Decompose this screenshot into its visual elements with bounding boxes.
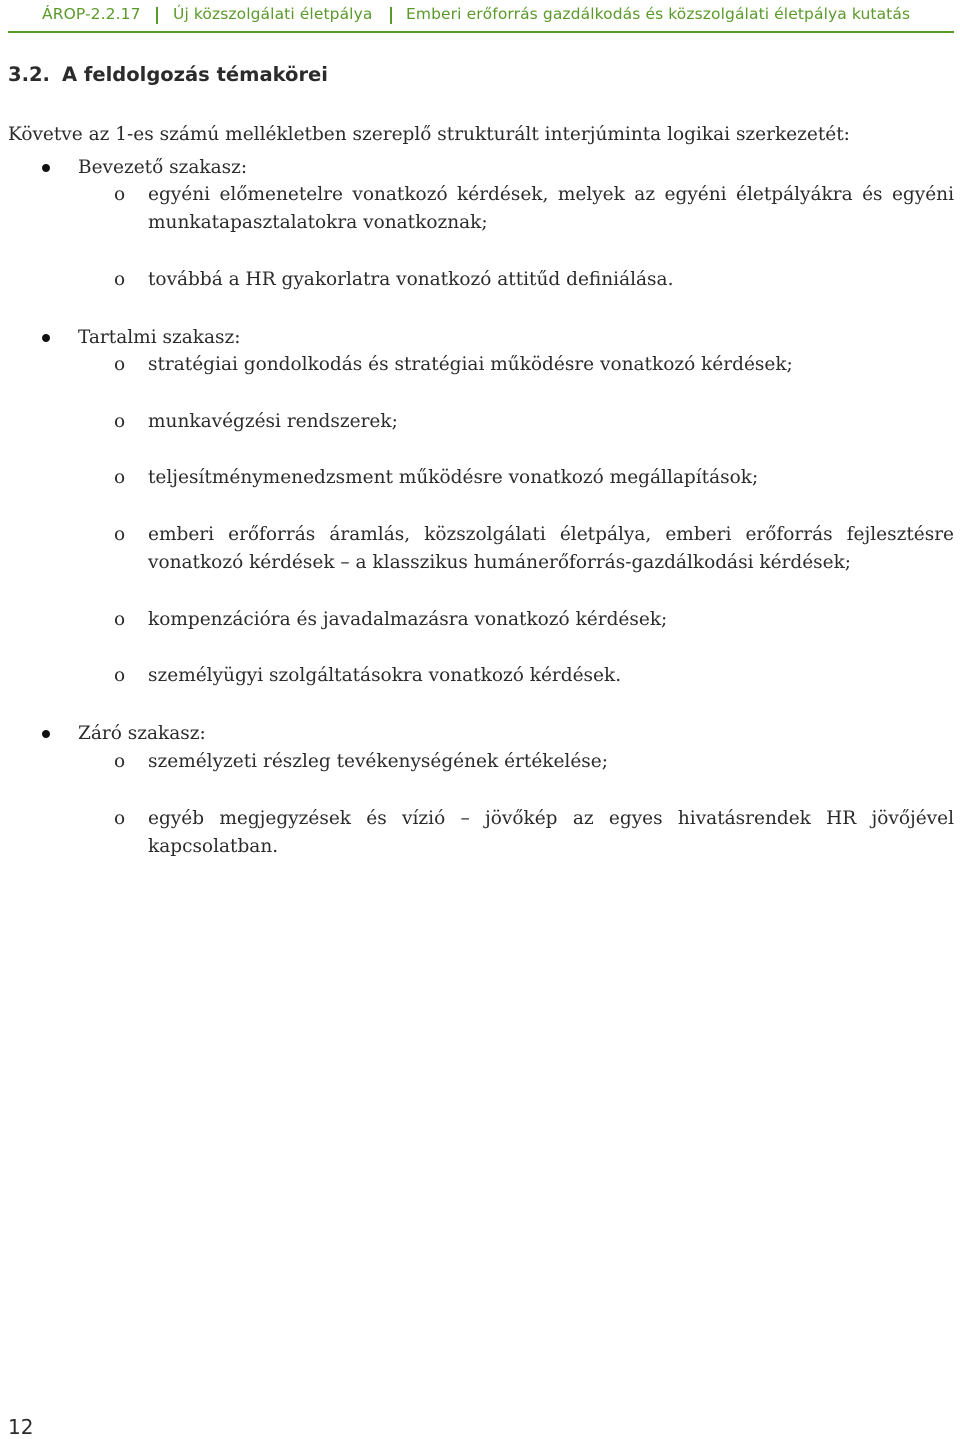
stage-label: Záró szakasz: <box>78 723 206 744</box>
page-header <box>0 0 960 32</box>
sub-bullet-icon: o <box>114 665 126 686</box>
list-item: egyéni előmenetelre vonatkozó kérdések, melyek az egyéni életpályákra és egyéni munkatapasztalatokra vonatkoznak; <box>148 184 954 233</box>
header-separator <box>156 7 158 24</box>
header-rule <box>8 31 954 33</box>
list-item: kompenzációra és javadalmazásra vonatkozó kérdések; <box>148 609 668 630</box>
sub-bullet-icon: o <box>114 467 126 488</box>
list-item: emberi erőforrás áramlás, közszolgálati életpálya, emberi erőforrás fejlesztésre vonatkozó kérdések – a klasszikus humánerőforrás-gazdálkodási kérdések; <box>148 524 954 573</box>
stage-label: Bevezető szakasz: <box>78 157 248 178</box>
list-item: stratégiai gondolkodás és stratégiai működésre vonatkozó kérdések; <box>148 354 793 375</box>
section-title-text: A feldolgozás témakörei <box>62 63 328 86</box>
page-number: 12 <box>8 1415 34 1439</box>
stage-label: Tartalmi szakasz: <box>78 327 241 348</box>
list-item: teljesítménymenedzsment működésre vonatkozó megállapítások; <box>148 467 759 488</box>
section-number: 3.2. <box>8 63 50 86</box>
list-item: személyügyi szolgáltatásokra vonatkozó kérdések. <box>148 665 622 686</box>
header-separator <box>390 7 392 24</box>
sub-bullet-icon: o <box>114 354 126 375</box>
sub-bullet-icon: o <box>114 184 126 205</box>
sub-bullet-icon: o <box>114 808 126 829</box>
bullet-icon <box>42 730 50 738</box>
intro-text: Követve az 1-es számú mellékletben szereplő strukturált interjúminta logikai szerkezetét: <box>8 124 850 145</box>
bullet-icon <box>42 334 50 342</box>
list-item: továbbá a HR gyakorlatra vonatkozó attitűd definiálása. <box>148 269 674 290</box>
header-subtitle: Emberi erőforrás gazdálkodás és közszolgálati életpálya kutatás <box>406 5 911 23</box>
header-code: ÁROP-2.2.17 <box>42 5 141 23</box>
sub-bullet-icon: o <box>114 609 126 630</box>
list-item: személyzeti részleg tevékenységének értékelése; <box>148 751 608 772</box>
list-item: munkavégzési rendszerek; <box>148 411 398 432</box>
sub-bullet-icon: o <box>114 524 126 545</box>
sub-bullet-icon: o <box>114 411 126 432</box>
header-project: Új közszolgálati életpálya <box>173 5 373 23</box>
bullet-icon <box>42 164 50 172</box>
section-title <box>8 63 328 86</box>
sub-bullet-icon: o <box>114 269 126 290</box>
list-item: egyéb megjegyzések és vízió – jövőkép az egyes hivatásrendek HR jövőjével kapcsolatban. <box>148 808 954 857</box>
sub-bullet-icon: o <box>114 751 126 772</box>
